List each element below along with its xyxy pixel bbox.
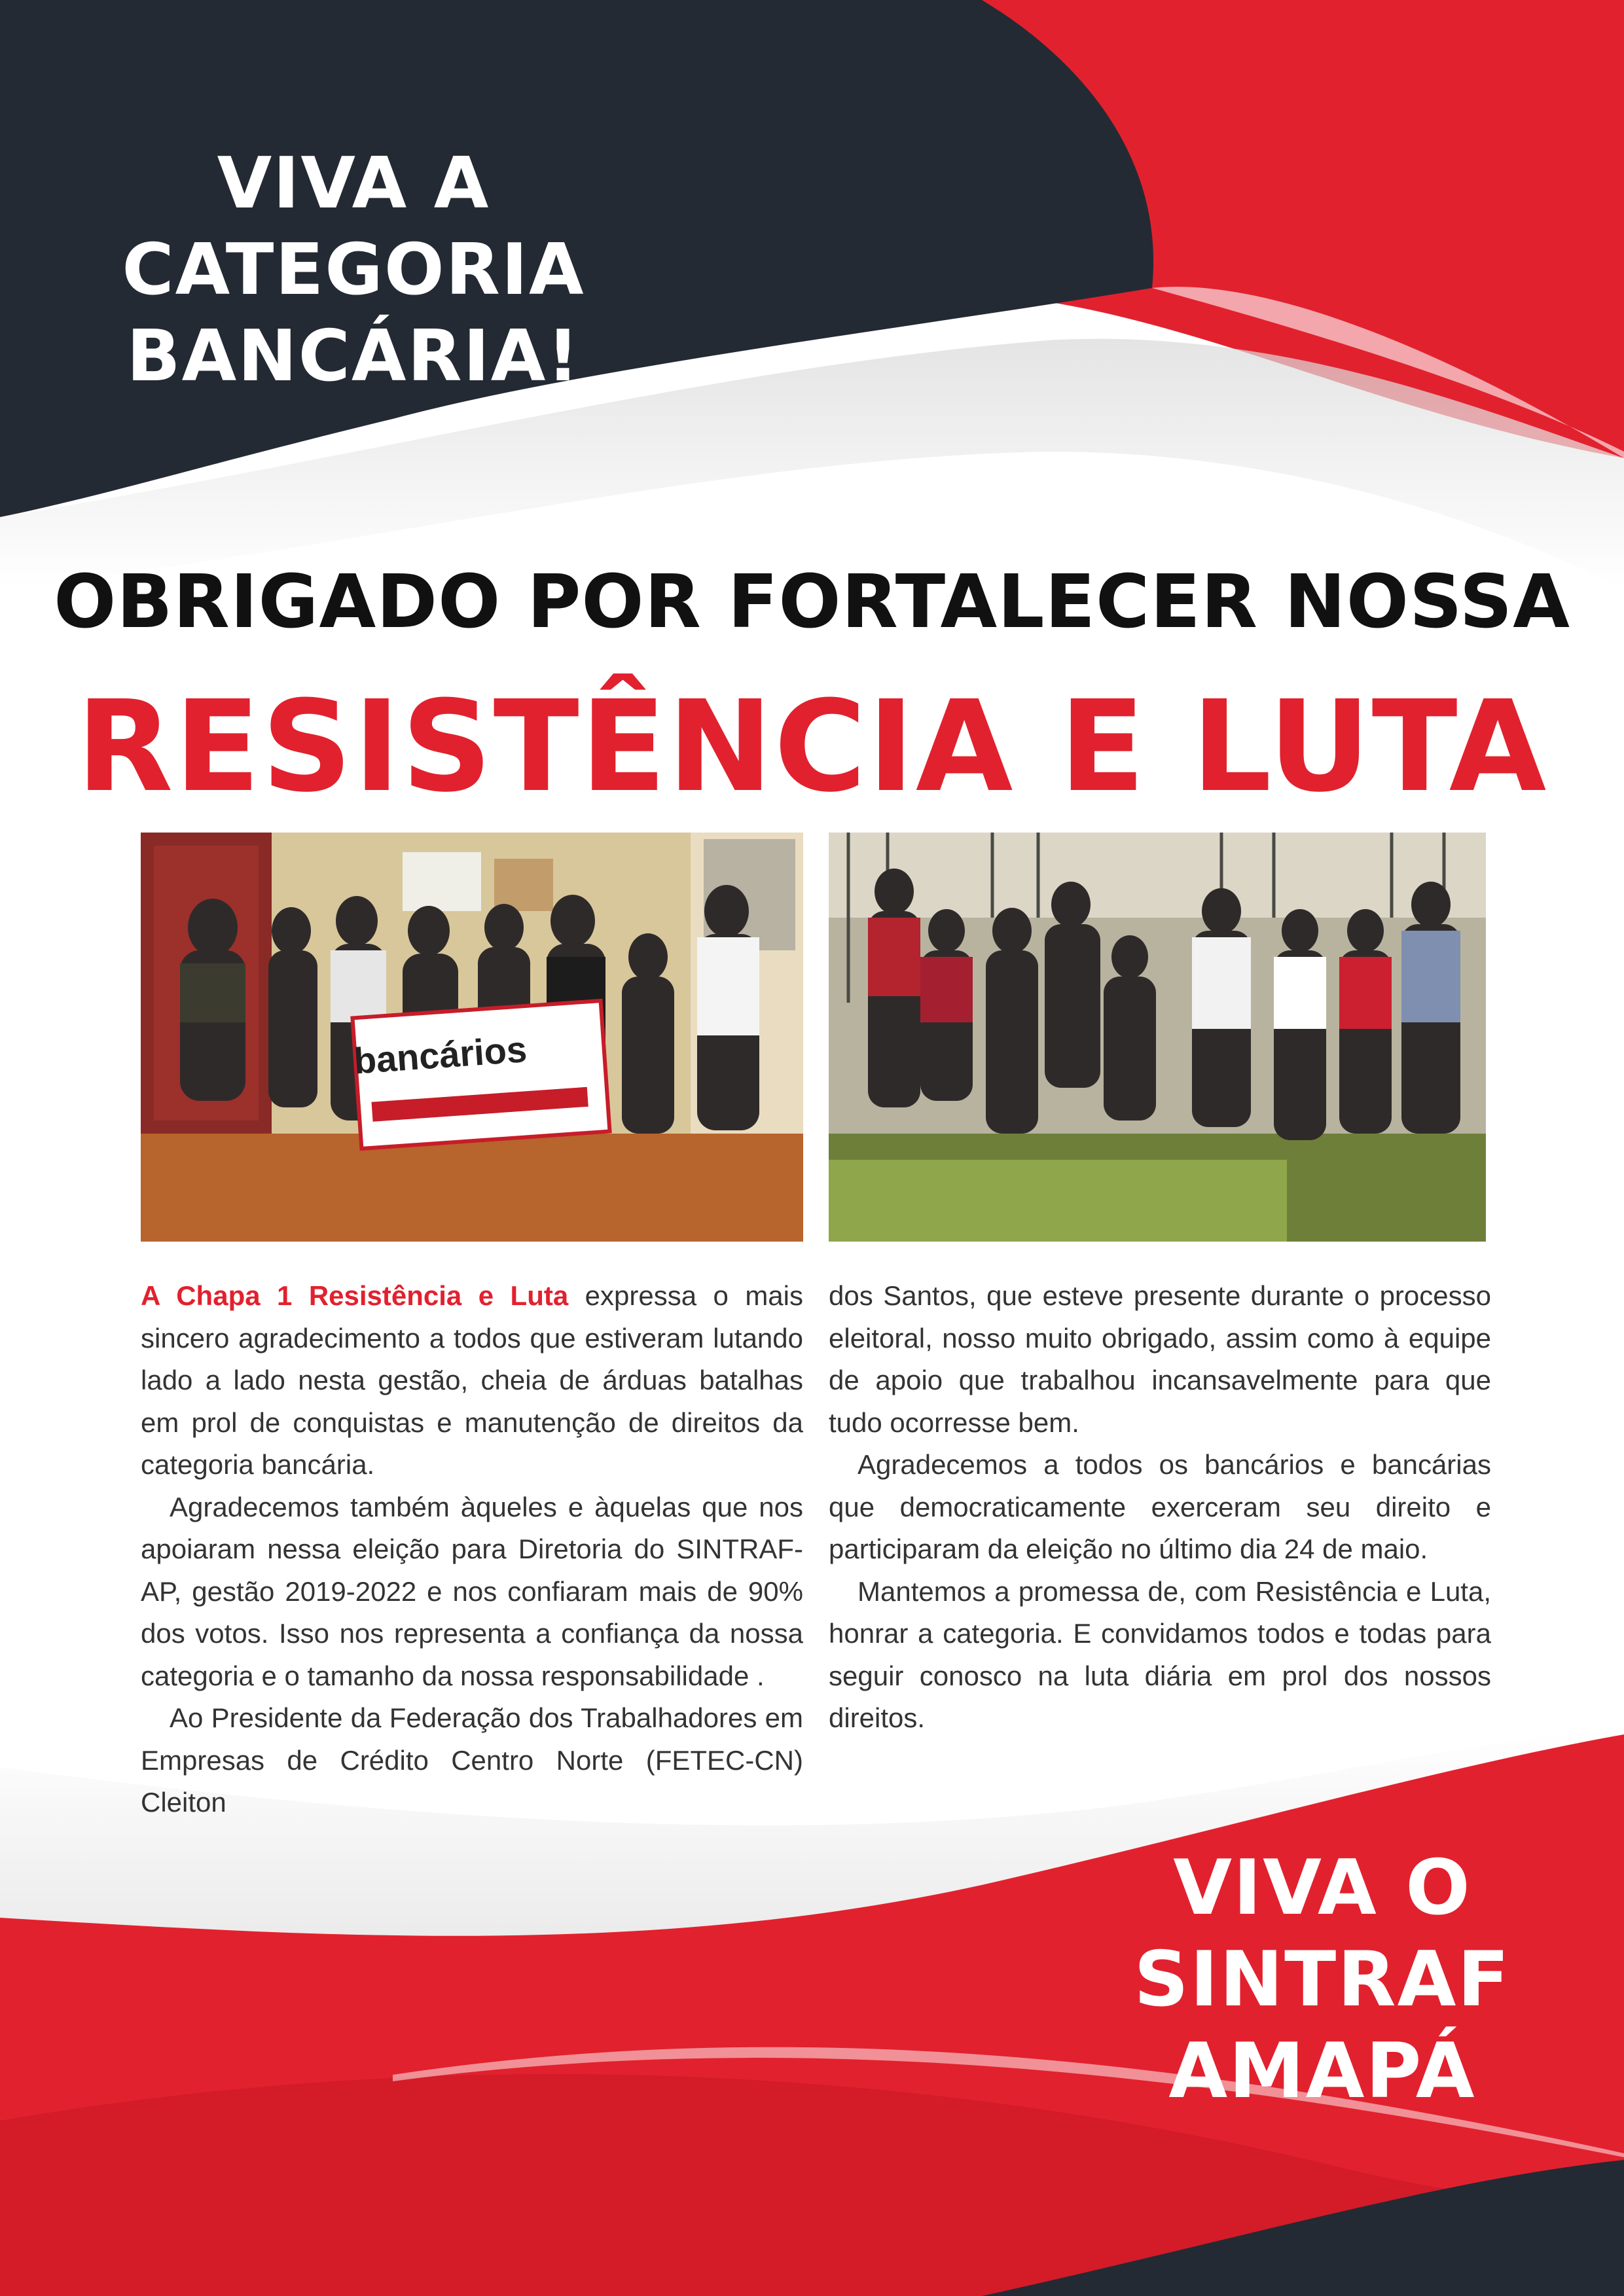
top-slogan-line-1: VIVA A [217,143,490,224]
group-photo-outdoor [829,833,1486,1242]
top-slogan-line-2: CATEGORIA [122,229,585,311]
bottom-slogan-line-3: AMAPÁ [1168,2027,1476,2115]
lead-highlight: A Chapa 1 Resistência e Luta [141,1280,569,1311]
bottom-slogan-line-1: VIVA O [1173,1844,1471,1932]
paragraph-6: Mantemos a promessa de, com Resistência e Luta, honrar a categoria. E convidamos todos e todas para seguir conosco na luta diária em prol dos nossos direitos. [829,1575,1491,1733]
text-column-left [141,1275,803,1824]
text-column-right [829,1275,1491,1740]
bottom-slogan [1113,1842,1532,2117]
paragraph-1 [141,1275,803,1486]
title-line-2: RESISTÊNCIA E LUTA [76,674,1548,820]
paragraph-1-text: expressa o mais sincero agradecimento a todos que estiveram lutando lado a lado nesta gestão, cheia de árduas batalhas em prol de conquistas e manutenção de direitos da categoria bancária. [141,1280,803,1480]
paragraph-2: Agradecemos também àqueles e àquelas que nos apoiaram nessa eleição para Diretoria do SINTRAF-AP, gestão 2019-2022 e nos confiaram mais de 90% dos votos. Isso nos representa a confiança da nossa categoria e o tamanho da nossa responsabilidade . [141,1491,803,1691]
group-photo-indoor [141,833,803,1242]
paragraph-5: Agradecemos a todos os bancários e bancárias que democraticamente exerceram seu direito e participaram da eleição no último dia 24 de maio. [829,1449,1491,1564]
paragraph-3: Ao Presidente da Federação dos Trabalhadores em Empresas de Crédito Centro Norte (FETEC-CN) Cleiton [141,1702,803,1818]
banner-text: bancários [352,1028,528,1082]
top-slogan [79,141,628,400]
paragraph-4: dos Santos, que esteve presente durante o processo eleitoral, nosso muito obrigado, assim como à equipe de apoio que trabalhou incansavelmente para que tudo ocorresse bem. [829,1280,1491,1438]
bottom-slogan-line-2: SINTRAF [1134,1935,1511,2024]
top-slogan-line-3: BANCÁRIA! [126,315,581,397]
title-line-1: OBRIGADO POR FORTALECER NOSSA [54,560,1570,645]
